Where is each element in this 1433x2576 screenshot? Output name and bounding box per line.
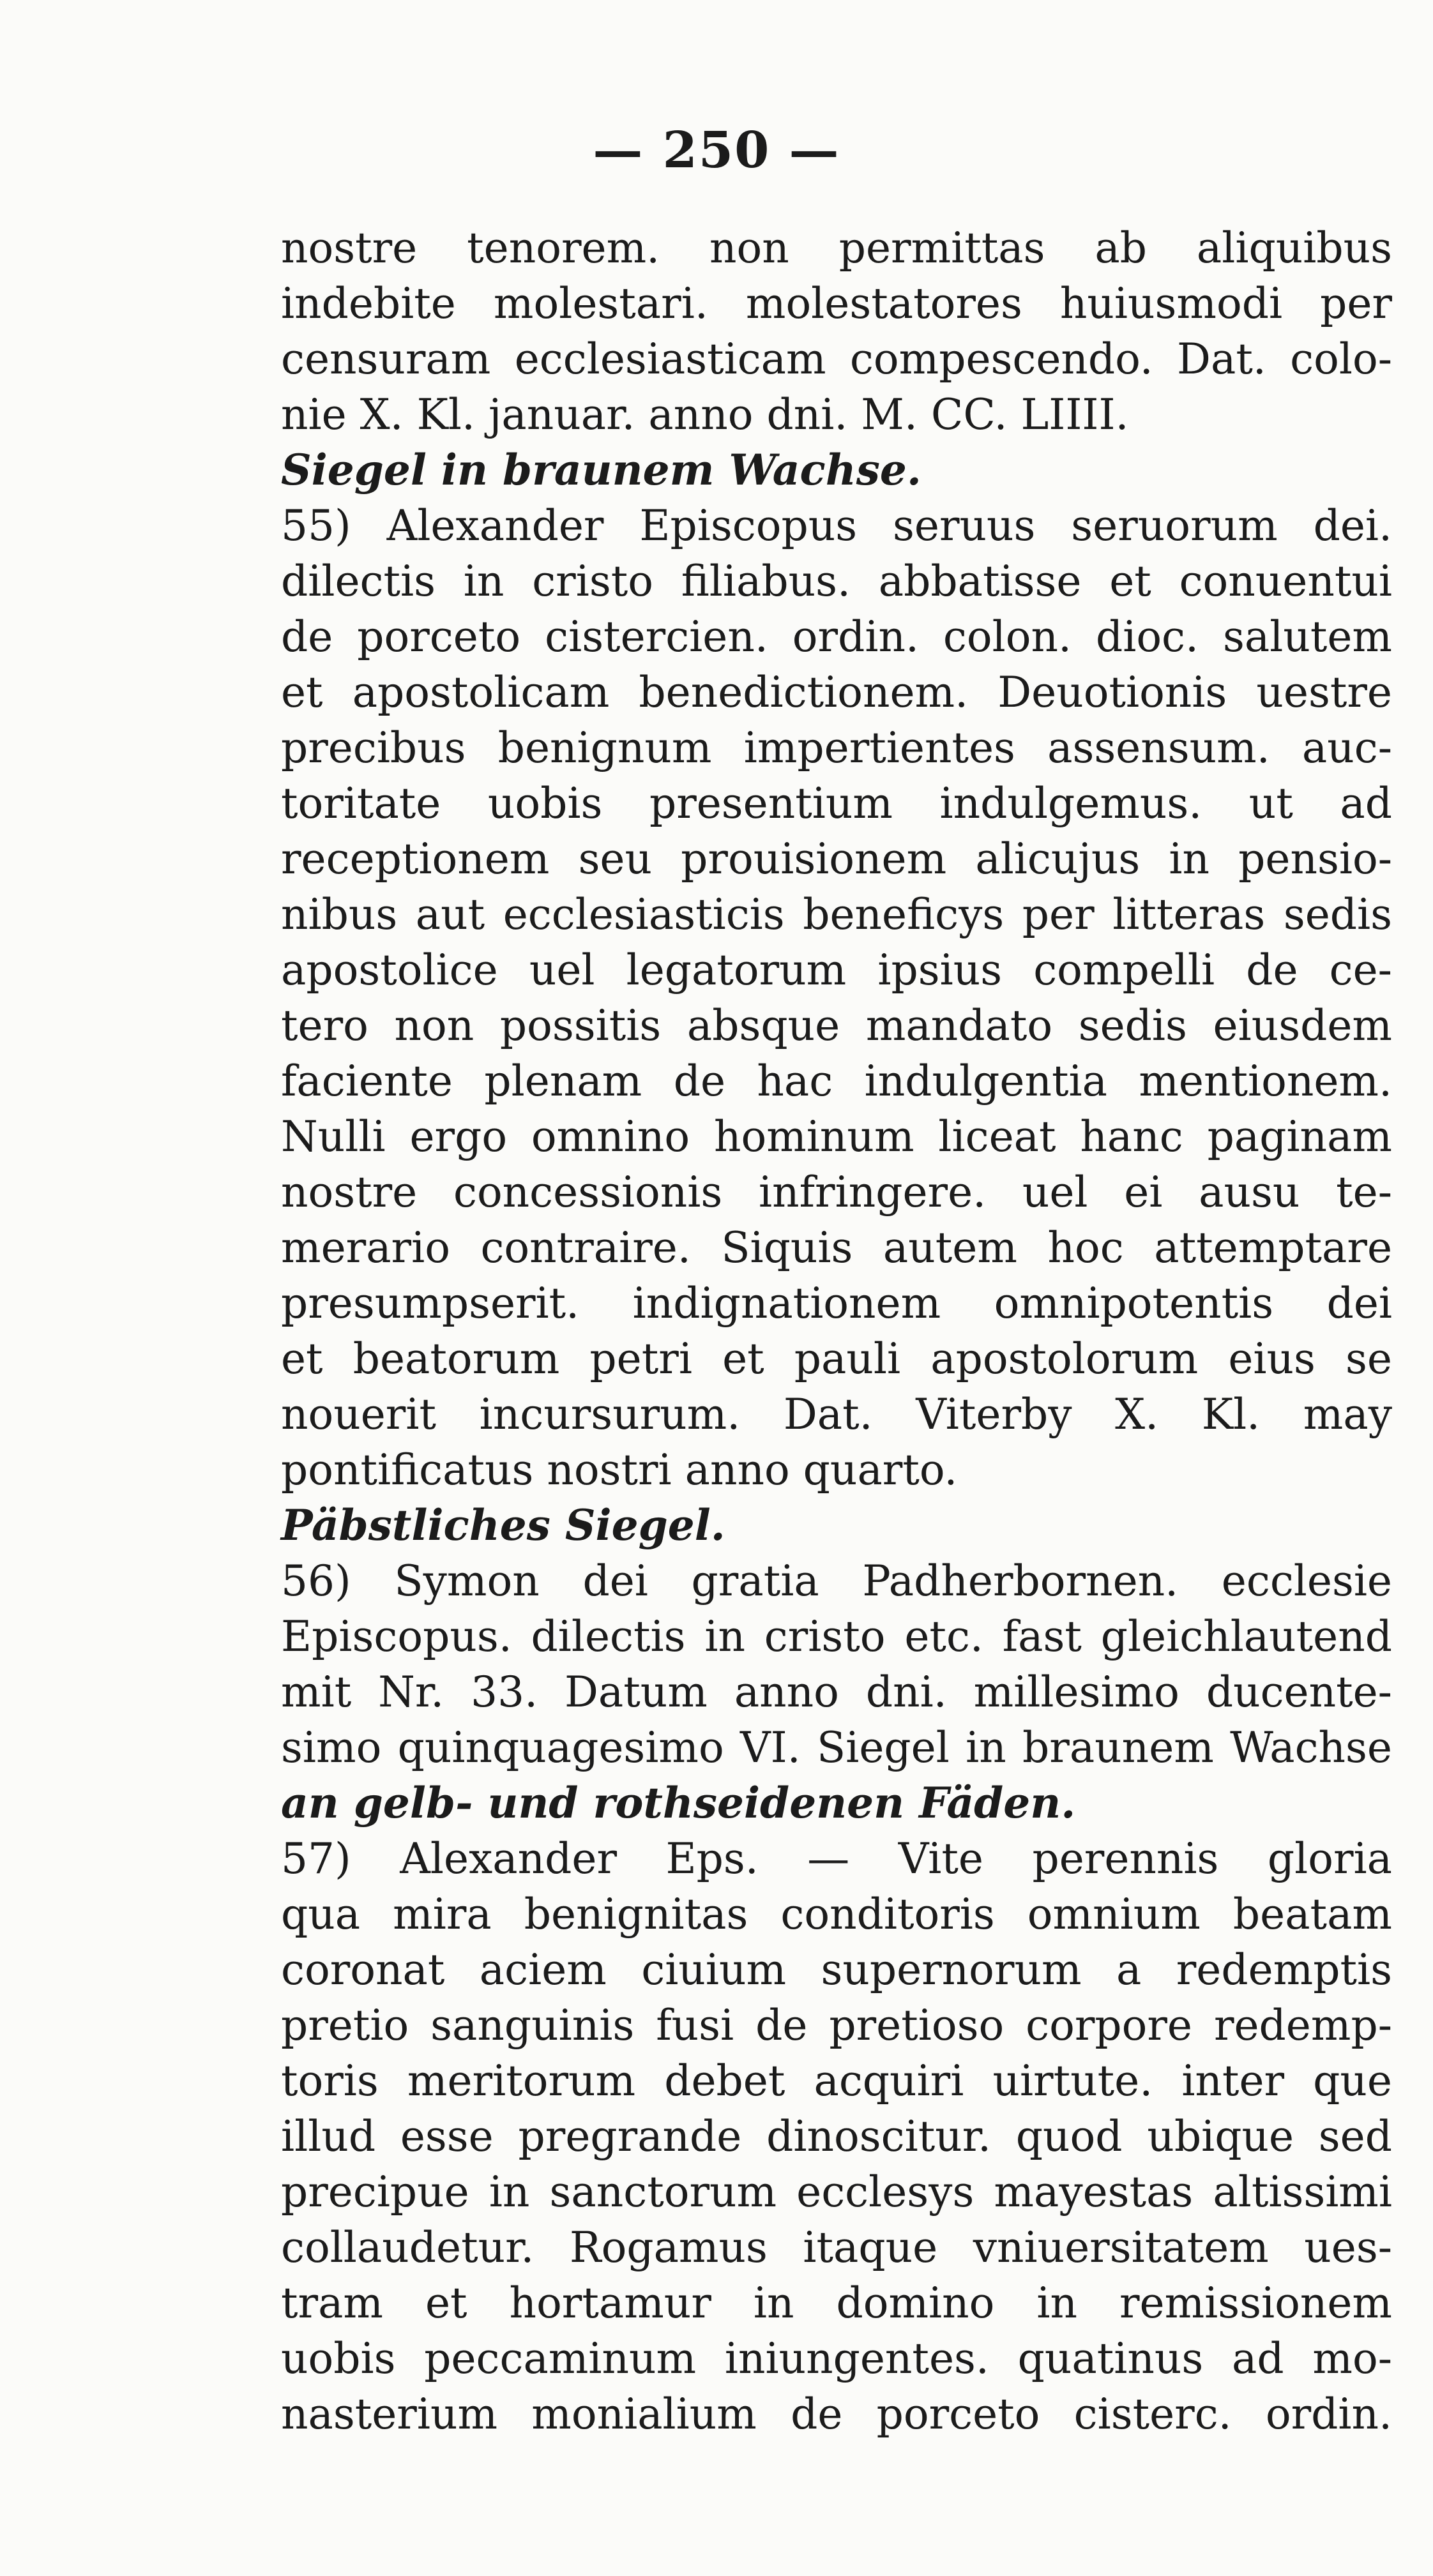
text-line: presumpserit. indignationem omnipotentis dei: [281, 1279, 1392, 1328]
text-line: nostre tenorem. non permittas ab aliquibus: [281, 223, 1392, 273]
text-line: nouerit incursurum. Dat. Viterby X. Kl. may: [281, 1390, 1392, 1439]
text-line: pontificatus nostri anno quarto.: [281, 1445, 958, 1495]
text-line: nasterium monialium de porceto cisterc. ordin.: [281, 2390, 1392, 2439]
text-line: pretio sanguinis fusi de pretioso corpore redemp-: [281, 2001, 1392, 2050]
text-line: nie X. Kl. januar. anno dni. M. CC. LIIII.: [281, 390, 1129, 439]
text-line: dilectis in cristo filiabus. abbatisse et conuentui: [281, 557, 1392, 606]
text-line: merario contraire. Siquis autem hoc attemptare: [281, 1223, 1392, 1272]
text-line: apostolice uel legatorum ipsius compelli de ce-: [281, 945, 1392, 995]
text-line: uobis peccaminum iniungentes. quatinus ad mo-: [281, 2334, 1392, 2383]
text-line: tero non possitis absque mandato sedis eiusdem: [281, 1001, 1392, 1050]
text-line: tram et hortamur in domino in remissionem: [281, 2278, 1392, 2328]
text-line: Episcopus. dilectis in cristo etc. fast gleichlautend: [281, 1612, 1392, 1661]
text-line: faciente plenam de hac indulgentia mentionem.: [281, 1057, 1392, 1106]
text-line: precibus benignum impertientes assensum. auc-: [281, 723, 1392, 772]
text-line: receptionem seu prouisionem alicujus in pensio-: [281, 834, 1392, 884]
text-line: censuram ecclesiasticam compescendo. Dat. colo-: [281, 335, 1392, 384]
text-line: et beatorum petri et pauli apostolorum eius se: [281, 1334, 1392, 1383]
text-line: Nulli ergo omnino hominum liceat hanc paginam: [281, 1112, 1392, 1161]
text-line: 57) Alexander Eps. — Vite perennis gloria: [281, 1834, 1392, 1883]
text-line: collaudetur. Rogamus itaque vniuersitatem ues-: [281, 2223, 1392, 2272]
text-line: nibus aut ecclesiasticis beneficys per litteras sedis: [281, 890, 1392, 939]
text-line: illud esse pregrande dinoscitur. quod ubique sed: [281, 2112, 1392, 2161]
text-line: 55) Alexander Episcopus seruus seruorum dei.: [281, 501, 1392, 550]
text-line: mit Nr. 33. Datum anno dni. millesimo ducente-: [281, 1668, 1392, 1717]
text-line: coronat aciem ciuium supernorum a redemptis: [281, 1945, 1392, 1994]
text-line: toritate uobis presentium indulgemus. ut ad: [281, 779, 1392, 828]
text-line: 56) Symon dei gratia Padherbornen. ecclesie: [281, 1556, 1392, 1606]
text-line: qua mira benignitas conditoris omnium beatam: [281, 1890, 1392, 1939]
text-line: precipue in sanctorum ecclesys mayestas altissimi: [281, 2167, 1392, 2217]
text-line: indebite molestari. molestatores huiusmodi per: [281, 279, 1392, 328]
page-body: [281, 220, 1392, 2442]
page-number: — 250 —: [593, 121, 840, 179]
seal-note: Päbstliches Siegel.: [281, 1500, 725, 1550]
text-line: de porceto cistercien. ordin. colon. dioc. salutem: [281, 612, 1392, 661]
text-line: nostre concessionis infringere. uel ei ausu te-: [281, 1168, 1392, 1217]
seal-note: Siegel in braunem Wachse.: [281, 445, 921, 495]
text-line: simo quinquagesimo VI. Siegel in braunem Wachse: [281, 1723, 1392, 1772]
text-line: toris meritorum debet acquiri uirtute. inter que: [281, 2056, 1392, 2105]
text-line: et apostolicam benedictionem. Deuotionis uestre: [281, 668, 1392, 717]
seal-note: an gelb- und rothseidenen Fäden.: [281, 1778, 1076, 1828]
